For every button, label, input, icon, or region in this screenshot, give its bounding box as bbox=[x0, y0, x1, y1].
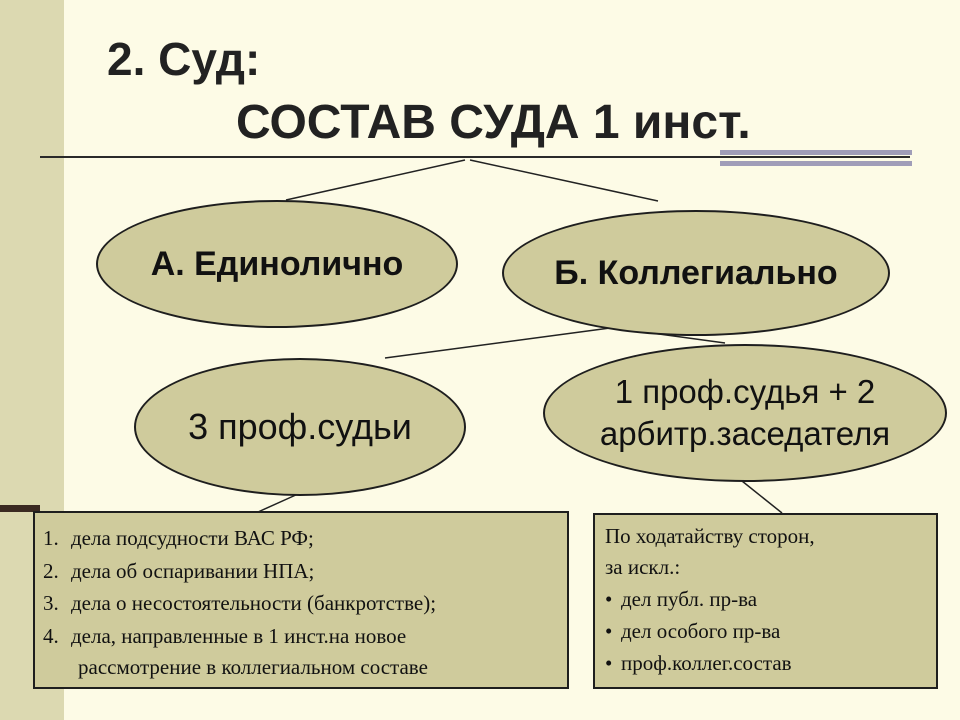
connector-d-to-right-box bbox=[742, 481, 782, 513]
connector-c-to-left-box bbox=[258, 494, 298, 512]
node-three-judges bbox=[134, 358, 466, 496]
node-three-judges-label: 3 проф.судьи bbox=[188, 406, 412, 447]
connector-b-to-c bbox=[385, 328, 610, 358]
list-item-continuation: рассмотрение в коллегиальном составе bbox=[78, 655, 428, 679]
slide-title-line-1: 2. Суд: bbox=[107, 33, 261, 85]
node-sole-judge-label: А. Единолично bbox=[150, 244, 404, 283]
connector-title-to-a bbox=[286, 160, 465, 200]
motion-conditions-line-2: за искл.: bbox=[605, 555, 681, 579]
list-item: 1. дела подсудности ВАС РФ; bbox=[43, 526, 314, 550]
list-item: 2. дела об оспаривании НПА; bbox=[43, 558, 315, 583]
node-collegial bbox=[502, 210, 890, 336]
bullet-item: • дел публ. пр-ва bbox=[605, 587, 758, 611]
bullet-item: • дел особого пр-ва bbox=[605, 619, 781, 643]
node-judge-and-assessors-line-2: арбитр.заседателя bbox=[599, 415, 891, 452]
motion-conditions-box bbox=[593, 513, 938, 689]
node-collegial-label: Б. Коллегиально bbox=[554, 253, 838, 292]
motion-conditions-line-1: По ходатайству сторон, bbox=[605, 524, 815, 548]
node-sole-judge bbox=[96, 200, 458, 328]
connector-title-to-b bbox=[470, 160, 658, 201]
slide-title-line-2: СОСТАВ СУДА 1 инст. bbox=[236, 96, 751, 149]
list-item: 3. дела о несостоятельности (банкротстве); bbox=[43, 591, 437, 615]
node-judge-and-assessors bbox=[543, 344, 947, 482]
list-item: 4. дела, направленные в 1 инст.на новое рассмотрение в коллегиальном составе bbox=[43, 620, 561, 683]
node-judge-and-assessors-line-1: 1 проф.судья + 2 bbox=[614, 373, 876, 410]
cases-list-box bbox=[33, 511, 569, 689]
bullet-item: • проф.коллег.состав bbox=[605, 651, 792, 675]
